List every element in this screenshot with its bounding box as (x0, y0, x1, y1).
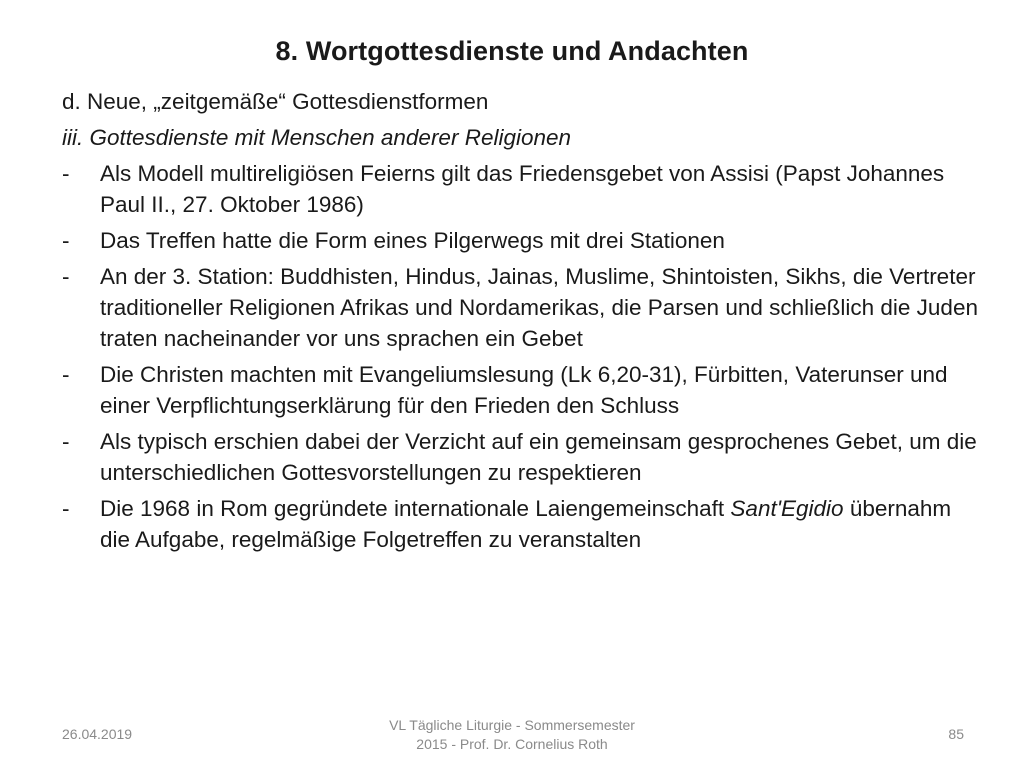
bullet-text: Das Treffen hatte die Form eines Pilgerwegs mit drei Stationen (100, 228, 725, 253)
bullet-marker: - (62, 362, 70, 387)
bullet-item (62, 261, 982, 354)
bullet-text: Als Modell multireligiösen Feierns gilt das Friedensgebet von Assisi (Papst Johannes Paul II., 27. Oktober 1986) (100, 161, 945, 217)
slide-subtitle: d. Neue, „zeitgemäße“ Gottesdienstformen (62, 89, 489, 114)
bullet-text: An der 3. Station: Buddhisten, Hindus, Jainas, Muslime, Shintoisten, Sikhs, die Vertreter traditioneller Religionen Afrikas und Nordamerikas, die Parsen und schließlich die Juden traten nacheinander vor uns sprachen ein Gebet (100, 264, 978, 351)
bullet-item (62, 158, 982, 220)
footer-course-info (0, 716, 1024, 754)
bullet-marker: - (62, 161, 70, 186)
organization-name: Sant'Egidio (730, 496, 844, 521)
slide-content (62, 86, 982, 560)
bullet-marker: - (62, 429, 70, 454)
bullet-marker: - (62, 496, 70, 521)
footer-date: 26.04.2019 (62, 726, 133, 742)
bullet-marker: - (62, 264, 70, 289)
footer-course-line1: VL Tägliche Liturgie - Sommersemester (389, 717, 635, 733)
page-number: 85 (948, 726, 964, 742)
bullet-item (62, 426, 982, 488)
bullet-text: Die Christen machten mit Evangeliumslesung (Lk 6,20-31), Fürbitten, Vaterunser und einer Verpflichtungserklärung für den Frieden den Schluss (100, 362, 948, 418)
bullet-list (62, 158, 982, 555)
bullet-item (62, 225, 982, 256)
bullet-text-start: Die 1968 in Rom gegründete internationale Laiengemeinschaft (100, 496, 731, 521)
bullet-text (100, 496, 951, 552)
bullet-text: Als typisch erschien dabei der Verzicht auf ein gemeinsam gesprochenes Gebet, um die unterschiedlichen Gottesvorstellungen zu respektieren (100, 429, 977, 485)
bullet-text-end: übernahm die Aufgabe, regelmäßige Folgetreffen zu veranstalten (100, 496, 952, 552)
footer-course-line2: 2015 - Prof. Dr. Cornelius Roth (416, 736, 608, 752)
bullet-marker: - (62, 228, 70, 253)
slide-section-heading: iii. Gottesdienste mit Menschen anderer Religionen (62, 125, 572, 150)
slide-title: 8. Wortgottesdienste und Andachten (275, 36, 749, 66)
bullet-item (62, 359, 982, 421)
bullet-item (62, 493, 982, 555)
